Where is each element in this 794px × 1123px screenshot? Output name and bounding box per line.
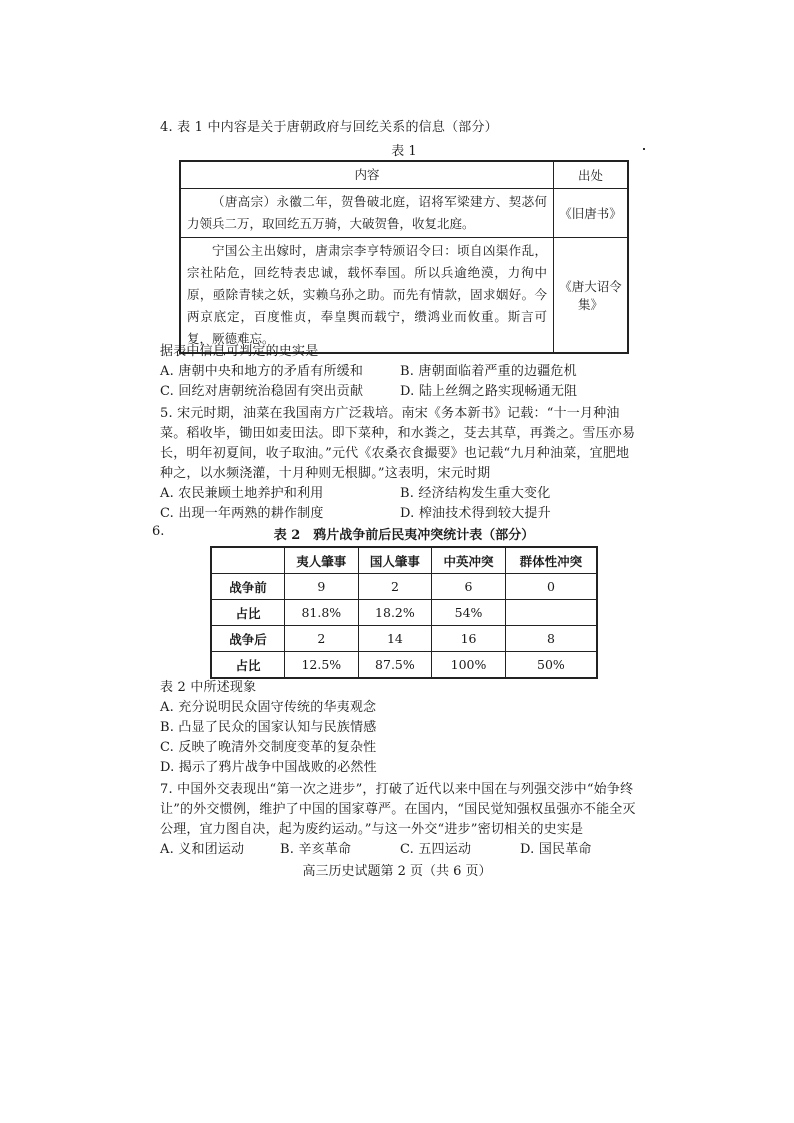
table-2-header: 夷人肇事 xyxy=(285,547,359,574)
table-row xyxy=(180,238,628,354)
table-1-cell-source: 《唐大诏令集》 xyxy=(554,238,629,354)
table-1-cell-content: （唐高宗）永徽二年，贺鲁破北庭，诏将军梁建方、契苾何力领兵二万，取回纥五万骑，大破贺鲁，收复北庭。 xyxy=(180,189,554,238)
table-2-row-header: 占比 xyxy=(211,600,285,626)
option-c[interactable]: C. 五四运动 xyxy=(400,842,472,857)
question-6-options xyxy=(160,678,640,778)
question-5 xyxy=(160,404,640,524)
table-1-caption: 表 1 xyxy=(391,144,417,159)
table-2-cell: 14 xyxy=(358,626,432,652)
table-2-row-header: 战争后 xyxy=(211,626,285,652)
table-2-cell: 2 xyxy=(358,574,432,600)
table-2-cell: 87.5% xyxy=(358,652,432,679)
table-row xyxy=(211,574,597,600)
option-b[interactable]: B. 经济结构发生重大变化 xyxy=(400,486,551,501)
table-2-header: 国人肇事 xyxy=(358,547,432,574)
option-a[interactable]: A. 义和团运动 xyxy=(160,842,245,857)
option-d[interactable]: D. 国民革命 xyxy=(520,842,592,857)
option-b[interactable]: B. 凸显了民众的国家认知与民族情感 xyxy=(160,720,377,735)
table-2-header: 群体性冲突 xyxy=(505,547,597,574)
option-c[interactable]: C. 反映了晚清外交制度变革的复杂性 xyxy=(160,740,377,755)
table-2-header-row xyxy=(211,547,597,574)
table-2-cell: 6 xyxy=(432,574,506,600)
table-2-cell: 8 xyxy=(505,626,597,652)
option-b[interactable]: B. 唐朝面临着严重的边疆危机 xyxy=(400,364,577,379)
table-row xyxy=(211,600,597,626)
question-7-text: 7. 中国外交表现出“第一次之进步”，打破了近代以来中国在与列强交涉中“始争终让”的外交惯例，维护了中国的国家尊严。在国内，“国民觉知强权虽强亦不能全灭公理，宜力图自决，起为废约运动。”与这一外交“进步”密切相关的史实是 xyxy=(160,782,636,837)
option-a[interactable]: A. 充分说明民众固守传统的华夷观念 xyxy=(160,700,377,715)
table-1-header-content: 内容 xyxy=(180,161,554,189)
option-row xyxy=(160,504,640,524)
page-footer: 高三历史试题第 2 页（共 6 页） xyxy=(302,864,492,879)
question-6-number: 6. xyxy=(152,524,165,539)
option-row xyxy=(160,484,640,504)
table-2-cell xyxy=(505,600,597,626)
table-row xyxy=(180,189,628,238)
option-d[interactable]: D. 榨油技术得到较大提升 xyxy=(400,506,551,521)
option-row xyxy=(160,382,640,402)
question-4-text: 4. 表 1 中内容是关于唐朝政府与回纥关系的信息（部分） xyxy=(160,120,498,135)
question-7 xyxy=(160,780,640,860)
table-2-cell: 0 xyxy=(505,574,597,600)
table-2-header: 中英冲突 xyxy=(432,547,506,574)
question-4-prompt: 据表中信息可判定的史实是 xyxy=(160,344,319,359)
table-2-row-header: 战争前 xyxy=(211,574,285,600)
option-d[interactable]: D. 揭示了鸦片战争中国战败的必然性 xyxy=(160,760,377,775)
table-1-cell-content: 宁国公主出嫁时，唐肃宗李亨特颁诏令曰：顷自凶渠作乱，宗社阽危，回纥特表忠诚，载怀奉国。所以兵逾绝漠，力徇中原，亟除青犊之妖，实赖乌孙之助。而先有情款，固求姻好。今两京底定，百度惟贞，奉皇舆而载宁，缵鸿业而攸重。斯言可复，厥德难忘。 xyxy=(180,238,554,354)
table-2-cell: 100% xyxy=(432,652,506,679)
table-2-row-header: 占比 xyxy=(211,652,285,679)
table-1 xyxy=(179,160,629,354)
table-1-header-row xyxy=(180,161,628,189)
table-row xyxy=(211,652,597,679)
table-2-cell: 16 xyxy=(432,626,506,652)
question-4-stem xyxy=(160,118,640,138)
table-2-caption: 表 2 鸦片战争前后民夷冲突统计表（部分） xyxy=(273,528,535,543)
table-1-cell-source: 《旧唐书》 xyxy=(554,189,629,238)
question-4-options xyxy=(160,342,640,402)
question-6-prompt: 表 2 中所述现象 xyxy=(160,680,257,695)
option-a[interactable]: A. 唐朝中央和地方的矛盾有所缓和 xyxy=(160,364,364,379)
table-2 xyxy=(210,546,598,679)
table-2-cell: 81.8% xyxy=(285,600,359,626)
option-c[interactable]: C. 回纥对唐朝统治稳固有突出贡献 xyxy=(160,384,364,399)
table-2-cell: 12.5% xyxy=(285,652,359,679)
option-row xyxy=(160,840,640,860)
option-d[interactable]: D. 陆上丝绸之路实现畅通无阻 xyxy=(400,384,578,399)
option-b[interactable]: B. 辛亥革命 xyxy=(280,842,352,857)
table-2-cell: 54% xyxy=(432,600,506,626)
table-2-cell: 18.2% xyxy=(358,600,432,626)
table-2-cell: 50% xyxy=(505,652,597,679)
table-2-cell: 9 xyxy=(285,574,359,600)
option-c[interactable]: C. 出现一年两熟的耕作制度 xyxy=(160,506,324,521)
question-5-text: 5. 宋元时期，油菜在我国南方广泛栽培。南宋《务本新书》记载：“十一月种油菜。稻收毕，锄田如麦田法。即下菜种，和水粪之，芟去其草，再粪之。雪压亦易长，明年初夏间，收子取油。”元代《农桑衣食撮要》也记载“九月种油菜，宜肥地种之，以水频浇灌，十月种则无根脚。”这表明，宋元时期 xyxy=(160,406,636,481)
table-2-cell: 2 xyxy=(285,626,359,652)
table-2-header-empty xyxy=(211,547,285,574)
table-1-header-source: 出处 xyxy=(554,161,629,189)
option-row xyxy=(160,362,640,382)
table-row xyxy=(211,626,597,652)
stray-mark xyxy=(643,148,645,150)
option-a[interactable]: A. 农民兼顾土地养护和利用 xyxy=(160,486,324,501)
